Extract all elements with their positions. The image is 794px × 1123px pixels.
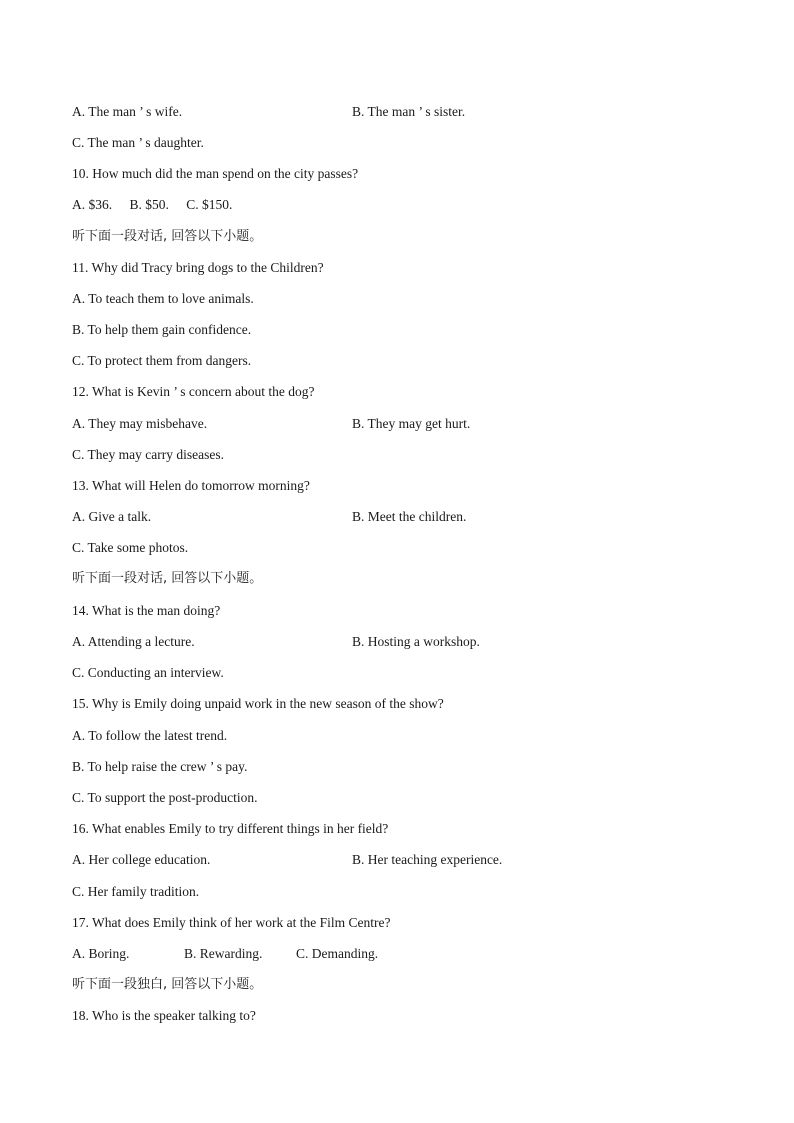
q11-option-a: A. To teach them to love animals. (72, 291, 254, 306)
q13-option-a: A. Give a talk. (72, 509, 152, 524)
q13-options-row-1 (72, 507, 467, 527)
q13-question: 13. What will Helen do tomorrow morning? (72, 478, 310, 493)
q10-option-b: B. $50. (129, 197, 169, 212)
q17-option-c: C. Demanding. (296, 946, 379, 961)
q12-option-c: C. They may carry diseases. (72, 447, 224, 462)
q11-option-b: B. To help them gain confidence. (72, 322, 252, 337)
q10-option-c: C. $150. (186, 197, 233, 212)
q16-option-c: C. Her family tradition. (72, 884, 200, 899)
q15-option-a: A. To follow the latest trend. (72, 728, 228, 743)
instruction-monologue: 听下面一段独白, 回答以下小题。 (72, 977, 263, 992)
q10-question: 10. How much did the man spend on the city passes? (72, 166, 359, 181)
q15-option-b: B. To help raise the crew ’ s pay. (72, 759, 248, 774)
q17-question: 17. What does Emily think of her work at the Film Centre? (72, 915, 391, 930)
q11-question: 11. Why did Tracy bring dogs to the Children? (72, 260, 324, 275)
q12-options-row-1 (72, 414, 471, 434)
q17-option-b: B. Rewarding. (184, 946, 263, 961)
q10-option-a: A. $36. (72, 197, 113, 212)
q14-question: 14. What is the man doing? (72, 603, 221, 618)
q12-question: 12. What is Kevin ’ s concern about the dog? (72, 384, 315, 399)
q17-options-row (72, 944, 379, 964)
q15-question: 15. Why is Emily doing unpaid work in the new season of the show? (72, 696, 444, 711)
q14-options-row-1 (72, 632, 480, 652)
q12-option-b: B. They may get hurt. (352, 416, 471, 431)
q17-option-a: A. Boring. (72, 946, 130, 961)
q15-option-c: C. To support the post-production. (72, 790, 258, 805)
q18-question: 18. Who is the speaker talking to? (72, 1008, 256, 1023)
instruction-dialogue-2: 听下面一段对话, 回答以下小题。 (72, 571, 263, 586)
q11-option-c: C. To protect them from dangers. (72, 353, 252, 368)
q14-option-c: C. Conducting an interview. (72, 665, 224, 680)
instruction-dialogue-1: 听下面一段对话, 回答以下小题。 (72, 229, 263, 244)
q9-option-a: A. The man ’ s wife. (72, 104, 183, 119)
q9-options-row-1 (72, 102, 466, 122)
q16-question: 16. What enables Emily to try different things in her field? (72, 821, 389, 836)
q16-options-row-1 (72, 850, 503, 870)
q9-option-c: C. The man ’ s daughter. (72, 135, 204, 150)
q16-option-b: B. Her teaching experience. (352, 852, 503, 867)
q12-option-a: A. They may misbehave. (72, 416, 208, 431)
q9-option-b: B. The man ’ s sister. (352, 104, 466, 119)
q16-option-a: A. Her college education. (72, 852, 211, 867)
q14-option-a: A. Attending a lecture. (72, 634, 195, 649)
q13-option-c: C. Take some photos. (72, 540, 189, 555)
q13-option-b: B. Meet the children. (352, 509, 467, 524)
q14-option-b: B. Hosting a workshop. (352, 634, 480, 649)
q10-options-row (72, 195, 232, 215)
